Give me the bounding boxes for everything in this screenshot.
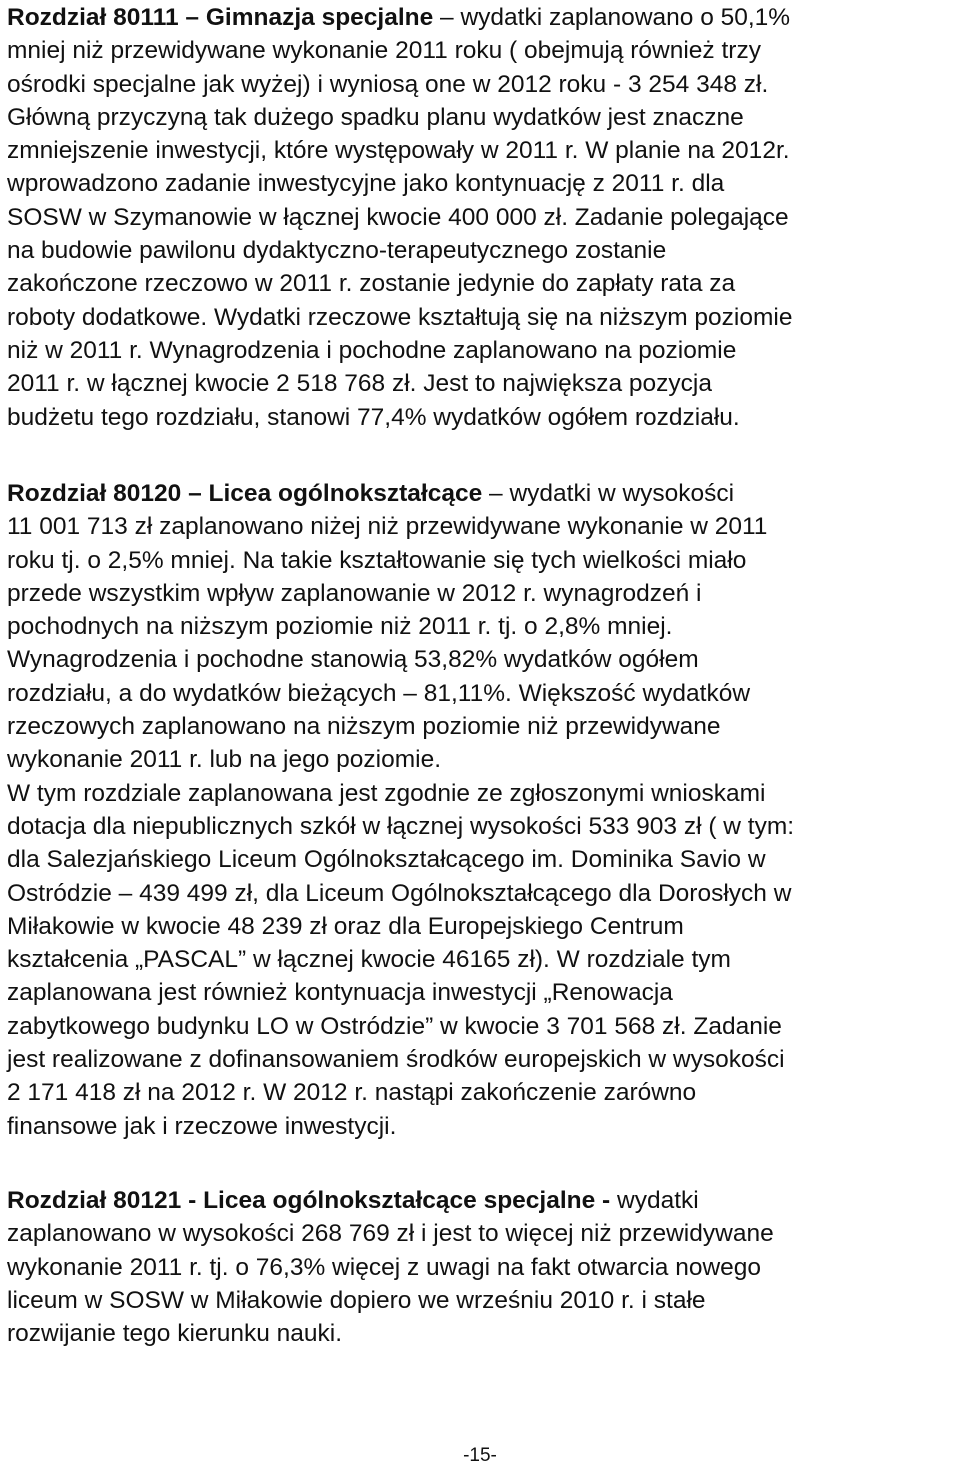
- paragraph-line: wprowadzono zadanie inwestycyjne jako kontynuację z 2011 r. dla: [7, 170, 725, 198]
- paragraph-line: wykonanie 2011 r. lub na jego poziomie.: [7, 746, 442, 774]
- line-text: – wydatki zaplanowano o 50,1%: [433, 4, 791, 31]
- paragraph-line: W tym rozdziale zaplanowana jest zgodnie ze zgłoszonymi wnioskami: [7, 779, 766, 807]
- paragraph-line: roku tj. o 2,5% mniej. Na takie kształtowanie się tych wielkości miało: [7, 546, 747, 574]
- paragraph-line: zmniejszenie inwestycji, które występowały w 2011 r. W planie na 2012r.: [7, 137, 790, 165]
- section-heading: Rozdział 80111 – Gimnazja specjalne: [7, 4, 434, 31]
- section-80120: [7, 477, 794, 1143]
- paragraph-line: pochodnych na niższym poziomie niż 2011 r. tj. o 2,8% mniej.: [7, 613, 673, 641]
- section-heading: Rozdział 80120 – Licea ogólnokształcące: [7, 480, 483, 507]
- paragraph-line: zaplanowano w wysokości 268 769 zł i jest to więcej niż przewidywane: [7, 1220, 774, 1248]
- paragraph-line: rozdziału, a do wydatków bieżących – 81,11%. Większość wydatków: [7, 679, 751, 707]
- paragraph-line: budżetu tego rozdziału, stanowi 77,4% wydatków ogółem rozdziału.: [7, 403, 740, 431]
- page-number: -15-: [463, 1445, 497, 1466]
- paragraph-line: rozwijanie tego kierunku nauki.: [7, 1320, 343, 1348]
- paragraph-line: zabytkowego budynku LO w Ostródzie” w kwocie 3 701 568 zł. Zadanie: [7, 1012, 782, 1040]
- paragraph-line: jest realizowane z dofinansowaniem środków europejskich w wysokości: [7, 1046, 785, 1074]
- paragraph-line: na budowie pawilonu dydaktyczno-terapeutycznego zostanie: [7, 237, 667, 265]
- line-text: wydatki: [610, 1187, 699, 1214]
- section-80111: [7, 1, 792, 434]
- paragraph-line: Główną przyczyną tak dużego spadku planu wydatków jest znaczne: [7, 103, 744, 131]
- paragraph-line: mniej niż przewidywane wykonanie 2011 roku ( obejmują również trzy: [7, 37, 761, 65]
- paragraph-line: wykonanie 2011 r. tj. o 76,3% więcej z uwagi na fakt otwarcia nowego: [7, 1253, 762, 1281]
- section-80121: [7, 1184, 774, 1350]
- paragraph-line: dotacja dla niepublicznych szkół w łącznej wysokości 533 903 zł ( w tym:: [7, 812, 795, 840]
- line-text: – wydatki w wysokości: [482, 480, 735, 507]
- paragraph-line: [7, 477, 794, 510]
- paragraph-line: 11 001 713 zł zaplanowano niżej niż przewidywane wykonanie w 2011: [7, 513, 768, 541]
- paragraph-line: rzeczowych zaplanowano na niższym poziomie niż przewidywane: [7, 713, 721, 741]
- paragraph-line: [7, 1184, 774, 1217]
- paragraph-line: przede wszystkim wpływ zaplanowanie w 2012 r. wynagrodzeń i: [7, 579, 702, 607]
- paragraph-line: [7, 1, 792, 34]
- paragraph-line: zakończone rzeczowo w 2011 r. zostanie jedynie do zapłaty rata za: [7, 270, 736, 298]
- paragraph-line: SOSW w Szymanowie w łącznej kwocie 400 000 zł. Zadanie polegające: [7, 203, 789, 231]
- section-heading: Rozdział 80121 - Licea ogólnokształcące specjalne -: [7, 1187, 611, 1214]
- paragraph-line: 2 171 418 zł na 2012 r. W 2012 r. nastąpi zakończenie zarówno: [7, 1079, 697, 1107]
- paragraph-line: 2011 r. w łącznej kwocie 2 518 768 zł. Jest to największa pozycja: [7, 370, 712, 398]
- paragraph-line: Ostródzie – 439 499 zł, dla Liceum Ogólnokształcącego dla Dorosłych w: [7, 879, 792, 907]
- paragraph-line: liceum w SOSW w Miłakowie dopiero we wrześniu 2010 r. i stałe: [7, 1286, 706, 1314]
- paragraph-line: finansowe jak i rzeczowe inwestycji.: [7, 1112, 397, 1140]
- paragraph-line: Wynagrodzenia i pochodne stanowią 53,82% wydatków ogółem: [7, 646, 699, 674]
- paragraph-line: ośrodki specjalne jak wyżej) i wyniosą one w 2012 roku - 3 254 348 zł.: [7, 70, 769, 98]
- paragraph-line: Miłakowie w kwocie 48 239 zł oraz dla Europejskiego Centrum: [7, 912, 684, 940]
- paragraph-line: kształcenia „PASCAL” w łącznej kwocie 46165 zł). W rozdziale tym: [7, 946, 731, 974]
- paragraph-line: zaplanowana jest również kontynuacja inwestycji „Renowacja: [7, 979, 673, 1007]
- paragraph-line: roboty dodatkowe. Wydatki rzeczowe kształtują się na niższym poziomie: [7, 303, 793, 331]
- paragraph-line: dla Salezjańskiego Liceum Ogólnokształcącego im. Dominika Savio w: [7, 846, 766, 874]
- paragraph-line: niż w 2011 r. Wynagrodzenia i pochodne zaplanowano na poziomie: [7, 336, 737, 364]
